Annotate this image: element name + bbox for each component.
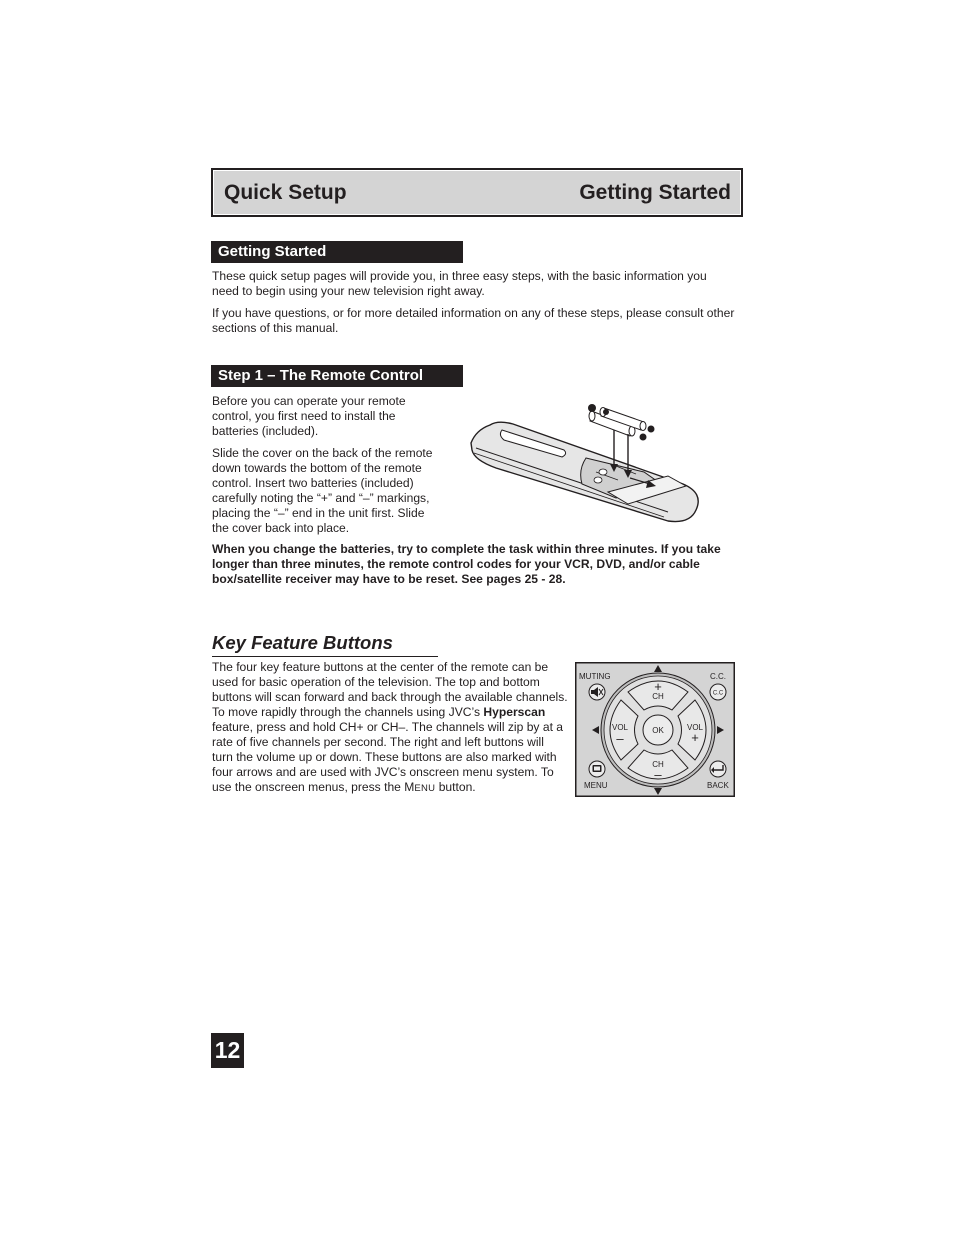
ok-label: OK <box>652 726 664 735</box>
ch-up-label: CH <box>652 692 664 701</box>
page-number: 12 <box>211 1033 244 1068</box>
menu-first-letter: M <box>404 780 415 794</box>
remote-battery-illustration <box>468 400 704 528</box>
ch-plus-glyph: + <box>654 679 662 694</box>
ch-minus-glyph: – <box>654 767 662 782</box>
cc-button[interactable] <box>710 684 726 700</box>
key-feature-title: Key Feature Buttons <box>212 632 438 657</box>
muting-button[interactable] <box>589 684 605 700</box>
cc-label: C.C. <box>710 672 726 681</box>
kf-text-2: feature, press and hold CH+ or CH–. The channels will zip by at a rate of five channels per second. The right and left buttons will turn the volume up or down. These buttons are also marked with four arrows and are used with JVC’s onscreen menu system. To use the onscreen menus, press the <box>212 720 564 794</box>
getting-started-heading: Getting Started <box>211 241 463 263</box>
battery-minus-marker <box>588 404 596 412</box>
step1-para-1: Before you can operate your remote control, you first need to install the batteries (included). <box>212 394 406 438</box>
menu-small-caps: ENU <box>414 783 436 794</box>
getting-started-para-2: If you have questions, or for more detailed information on any of these steps, please consult other sections of this manual. <box>212 306 735 335</box>
page-header <box>211 168 743 217</box>
header-getting-started: Getting Started <box>579 181 731 204</box>
key-feature-paragraph <box>212 660 568 796</box>
ok-button[interactable] <box>643 715 673 745</box>
menu-label: MENU <box>584 781 608 790</box>
battery-plus-marker <box>648 426 655 433</box>
step1-para-2: Slide the cover on the back of the remote down towards the bottom of the remote control. Insert two batteries (included) carefully noting the “+” and “–” markings, placing the “–” end in the unit first. Slide the cover back into place. <box>212 446 433 535</box>
vol-down-label: VOL <box>611 723 629 732</box>
muting-label: MUTING <box>579 672 611 681</box>
ch-down-label: CH <box>652 760 664 769</box>
getting-started-para-1: These quick setup pages will provide you, in three easy steps, with the basic information you need to begin using your new television right away. <box>212 269 707 298</box>
back-label: BACK <box>707 781 729 790</box>
kf-text-1: The four key feature buttons at the center of the remote can be used for basic operation of the television. The top and bottom buttons will scan forward and back through the available channels. To move rapidly through the channels using JVC’s <box>212 660 568 719</box>
header-quick-setup: Quick Setup <box>224 181 347 204</box>
cc-icon: C.C <box>712 690 724 697</box>
step1-heading: Step 1 – The Remote Control <box>211 365 463 387</box>
vol-plus-glyph: + <box>691 730 699 745</box>
remote-keypad-figure <box>575 662 735 797</box>
battery-warning: When you change the batteries, try to complete the task within three minutes. If you take longer than three minutes, the remote control codes for your VCR, DVD, and/or cable box/satellite receiver may have to be reset. See pages 25 - 28. <box>212 542 721 586</box>
vol-minus-glyph: – <box>616 731 624 746</box>
hyperscan-term: Hyperscan <box>483 705 546 719</box>
menu-button[interactable] <box>589 761 605 777</box>
vol-up-label: VOL <box>686 723 704 732</box>
back-button[interactable] <box>710 761 726 777</box>
kf-text-3: button. <box>435 780 476 794</box>
